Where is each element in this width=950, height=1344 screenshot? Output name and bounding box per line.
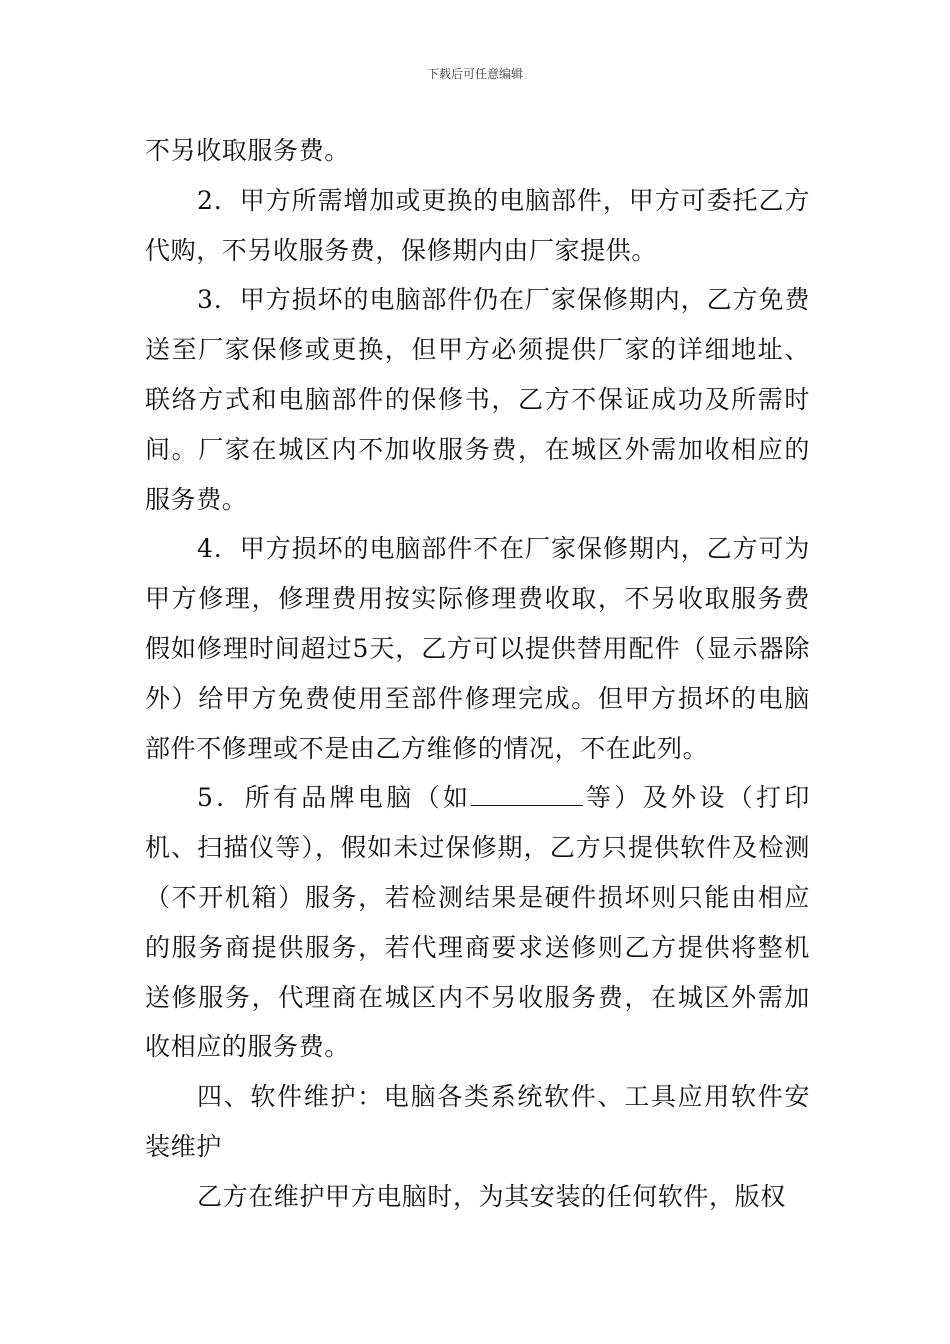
paragraph-item-5	[145, 773, 810, 1072]
document-body	[145, 126, 810, 1222]
paragraph-item-2: 2．甲方所需增加或更换的电脑部件，甲方可委托乙方代购，不另收服务费，保修期内由厂家提供。	[145, 185, 810, 265]
fill-in-blank	[471, 783, 583, 806]
paragraph-item-4: 4．甲方损坏的电脑部件不在厂家保修期内，乙方可为甲方修理，修理费用按实际修理费收取，不另收取服务费假如修理时间超过5天，乙方可以提供替用配件（显示器除外）给甲方免费使用至部件修理完成。但甲方损坏的电脑部件不修理或不是由乙方维修的情况，不在此列。	[145, 534, 810, 763]
paragraph-continuation: 不另收取服务费。	[145, 136, 350, 165]
section-heading-software-maintenance: 四、软件维护：电脑各类系统软件、工具应用软件安装维护	[145, 1082, 810, 1161]
paragraph-item-3: 3．甲方损坏的电脑部件仍在厂家保修期内，乙方免费送至厂家保修或更换，但甲方必须提供厂家的详细地址、联络方式和电脑部件的保修书，乙方不保证成功及所需时间。厂家在城区内不加收服务费，在城区外需加收相应的服务费。	[145, 285, 810, 514]
paragraph-software-copyright: 乙方在维护甲方电脑时，为其安装的任何软件，版权	[197, 1181, 786, 1211]
page-header-note: 下载后可任意编辑	[426, 67, 523, 81]
paragraph-item-5-start: 5．所有品牌电脑（如	[197, 783, 472, 813]
paragraph-item-5-rest: 等）及外设（打印机、扫描仪等），假如未过保修期，乙方只提供软件及检测（不开机箱）服务，若检测结果是硬件损坏则只能由相应的服务商提供服务，若代理商要求送修则乙方提供将整机送修服务，代理商在城区内不另收服务费，在城区外需加收相应的服务费。	[145, 783, 810, 1062]
